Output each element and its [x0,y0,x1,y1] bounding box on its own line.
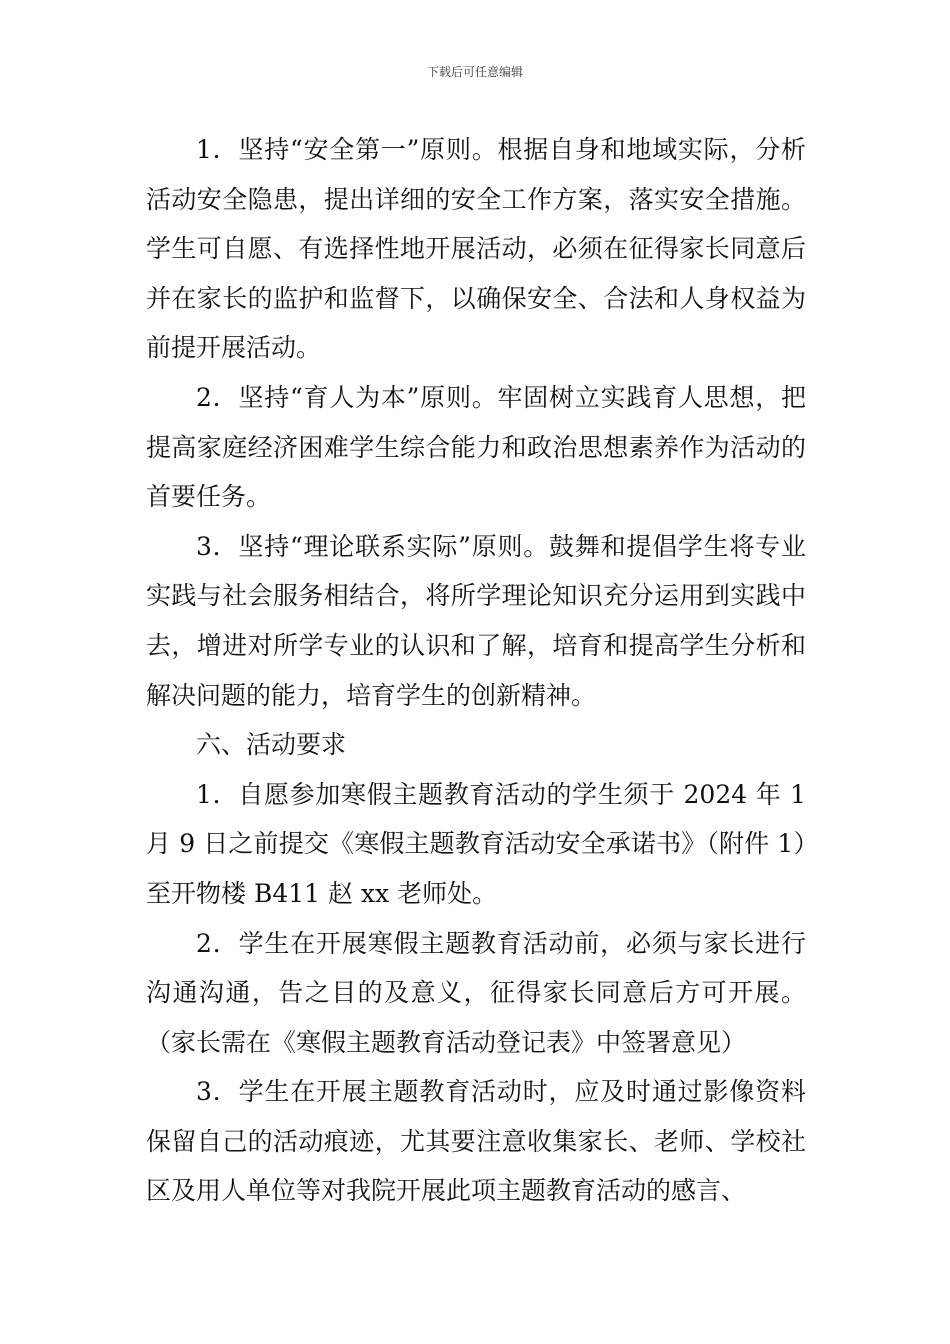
paragraph-principle-safety: 1．坚持“安全第一”原则。根据自身和地域实际，分析活动安全隐患，提出详细的安全工作方案，落实安全措施。学生可自愿、有选择性地开展活动，必须在征得家长同意后并在家长的监护和监督下，以确保安全、合法和人身权益为前提开展活动。 [146,135,806,363]
document-body [146,125,806,1216]
section-heading-requirements: 六、活动要求 [196,730,347,760]
page-header: 下载后可任意编辑 [426,65,523,79]
paragraph-principle-theory-practice: 3．坚持“理论联系实际”原则。鼓舞和提倡学生将专业实践与社会服务相结合，将所学理论知识充分运用到实践中去，增进对所学专业的认识和了解，培育和提高学生分析和解决问题的能力，培育学生的创新精神。 [146,531,806,710]
paragraph-requirement-1: 1．自愿参加寒假主题教育活动的学生须于 2024 年 1 月 9 日之前提交《寒假主题教育活动安全承诺书》（附件 1）至开物楼 B411 赵 xx 老师处。 [146,779,806,908]
paragraph-principle-education: 2．坚持“育人为本”原则。牢固树立实践育人思想，把提高家庭经济困难学生综合能力和政治思想素养作为活动的首要任务。 [146,382,806,512]
paragraph-requirement-2: 2．学生在开展寒假主题教育活动前，必须与家长进行沟通沟通，告之目的及意义，征得家长同意后方可开展。（家长需在《寒假主题教育活动登记表》中签署意见） [146,928,806,1057]
paragraph-requirement-3: 3．学生在开展主题教育活动时，应及时通过影像资料保留自己的活动痕迹，尤其要注意收集家长、老师、学校社区及用人单位等对我院开展此项主题教育活动的感言、 [146,1077,806,1206]
